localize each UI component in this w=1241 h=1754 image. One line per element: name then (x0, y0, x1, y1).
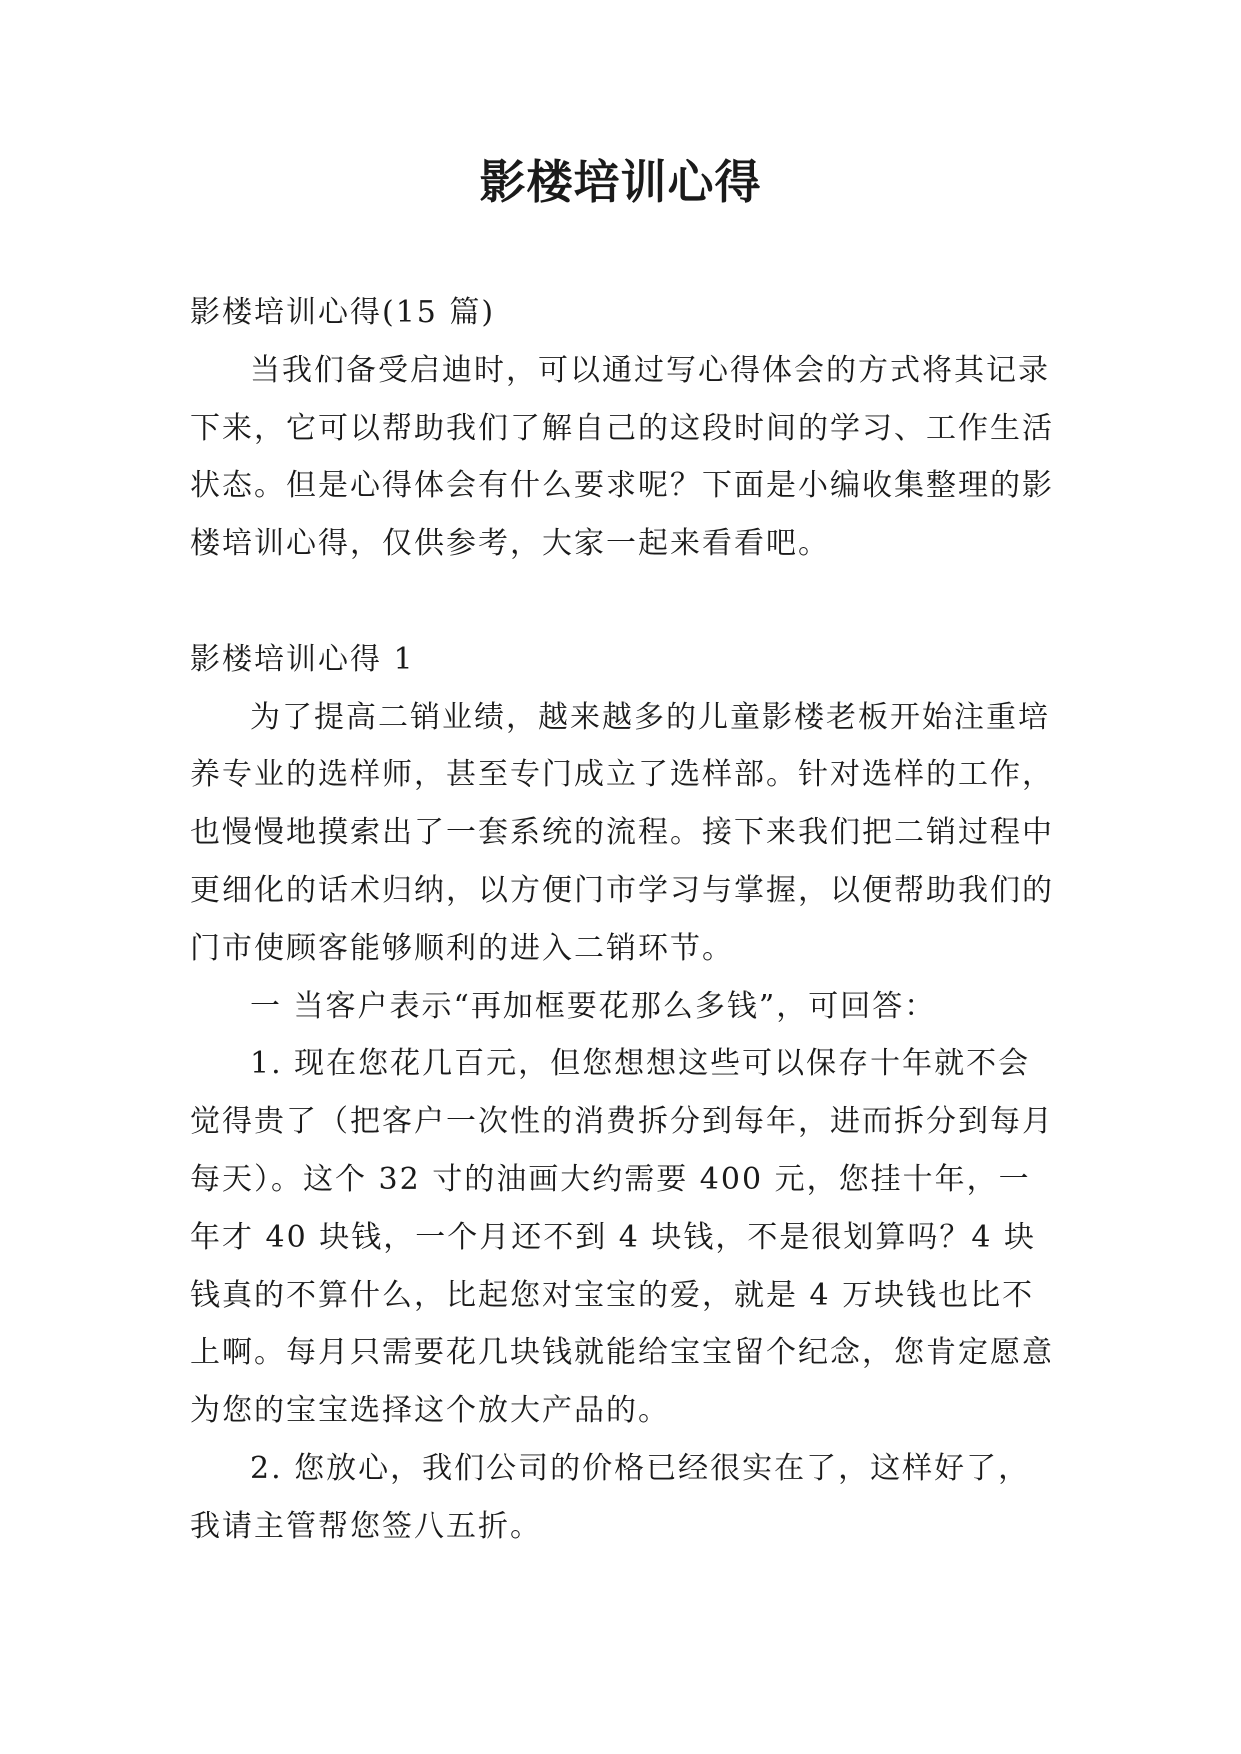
collection-heading: 影楼培训心得(15 篇) (190, 295, 496, 330)
body-paragraph: 2. 您放心，我们公司的价格已经很实在了，这样好了，我请主管帮您签八五折。 (190, 1450, 1031, 1544)
section-heading: 影楼培训心得 1 (190, 641, 415, 677)
document-title: 影楼培训心得 (479, 155, 762, 209)
intro-paragraph: 当我们备受启迪时，可以通过写心得体会的方式将其记录下来，它可以帮助我们了解自己的这段时间的学习、工作生活状态。但是心得体会有什么要求呢？下面是小编收集整理的影楼培训心得，仅供参考，大家一起来看看吧。 (190, 352, 1054, 562)
body-paragraph: 1. 现在您花几百元，但您想想这些可以保存十年就不会觉得贵了（把客户一次性的消费拆分到每年，进而拆分到每月每天）。这个 32 寸的油画大约需要 400 元，您挂十年，一年才 40 块钱，一个月还不到 4 块钱，不是很划算吗？4 块钱真的不算什么，比起您对宝宝的爱，就是 4 万块钱也比不上啊。每月只需要花几块钱就能给宝宝留个纪念，您肯定愿意为您的宝宝选择这个放大产品的。 (190, 1046, 1054, 1429)
body-paragraph: 一 当客户表示“再加框要花那么多钱”，可回答： (250, 988, 937, 1024)
body-paragraph: 为了提高二销业绩，越来越多的儿童影楼老板开始注重培养专业的选样师，甚至专门成立了选样部。针对选样的工作，也慢慢地摸索出了一套系统的流程。接下来我们把二销过程中更细化的话术归纳，以方便门市学习与掌握，以便帮助我们的门市使顾客能够顺利的进入二销环节。 (190, 699, 1054, 966)
document-body (190, 284, 1055, 1556)
paragraph-spacer (190, 573, 1055, 631)
